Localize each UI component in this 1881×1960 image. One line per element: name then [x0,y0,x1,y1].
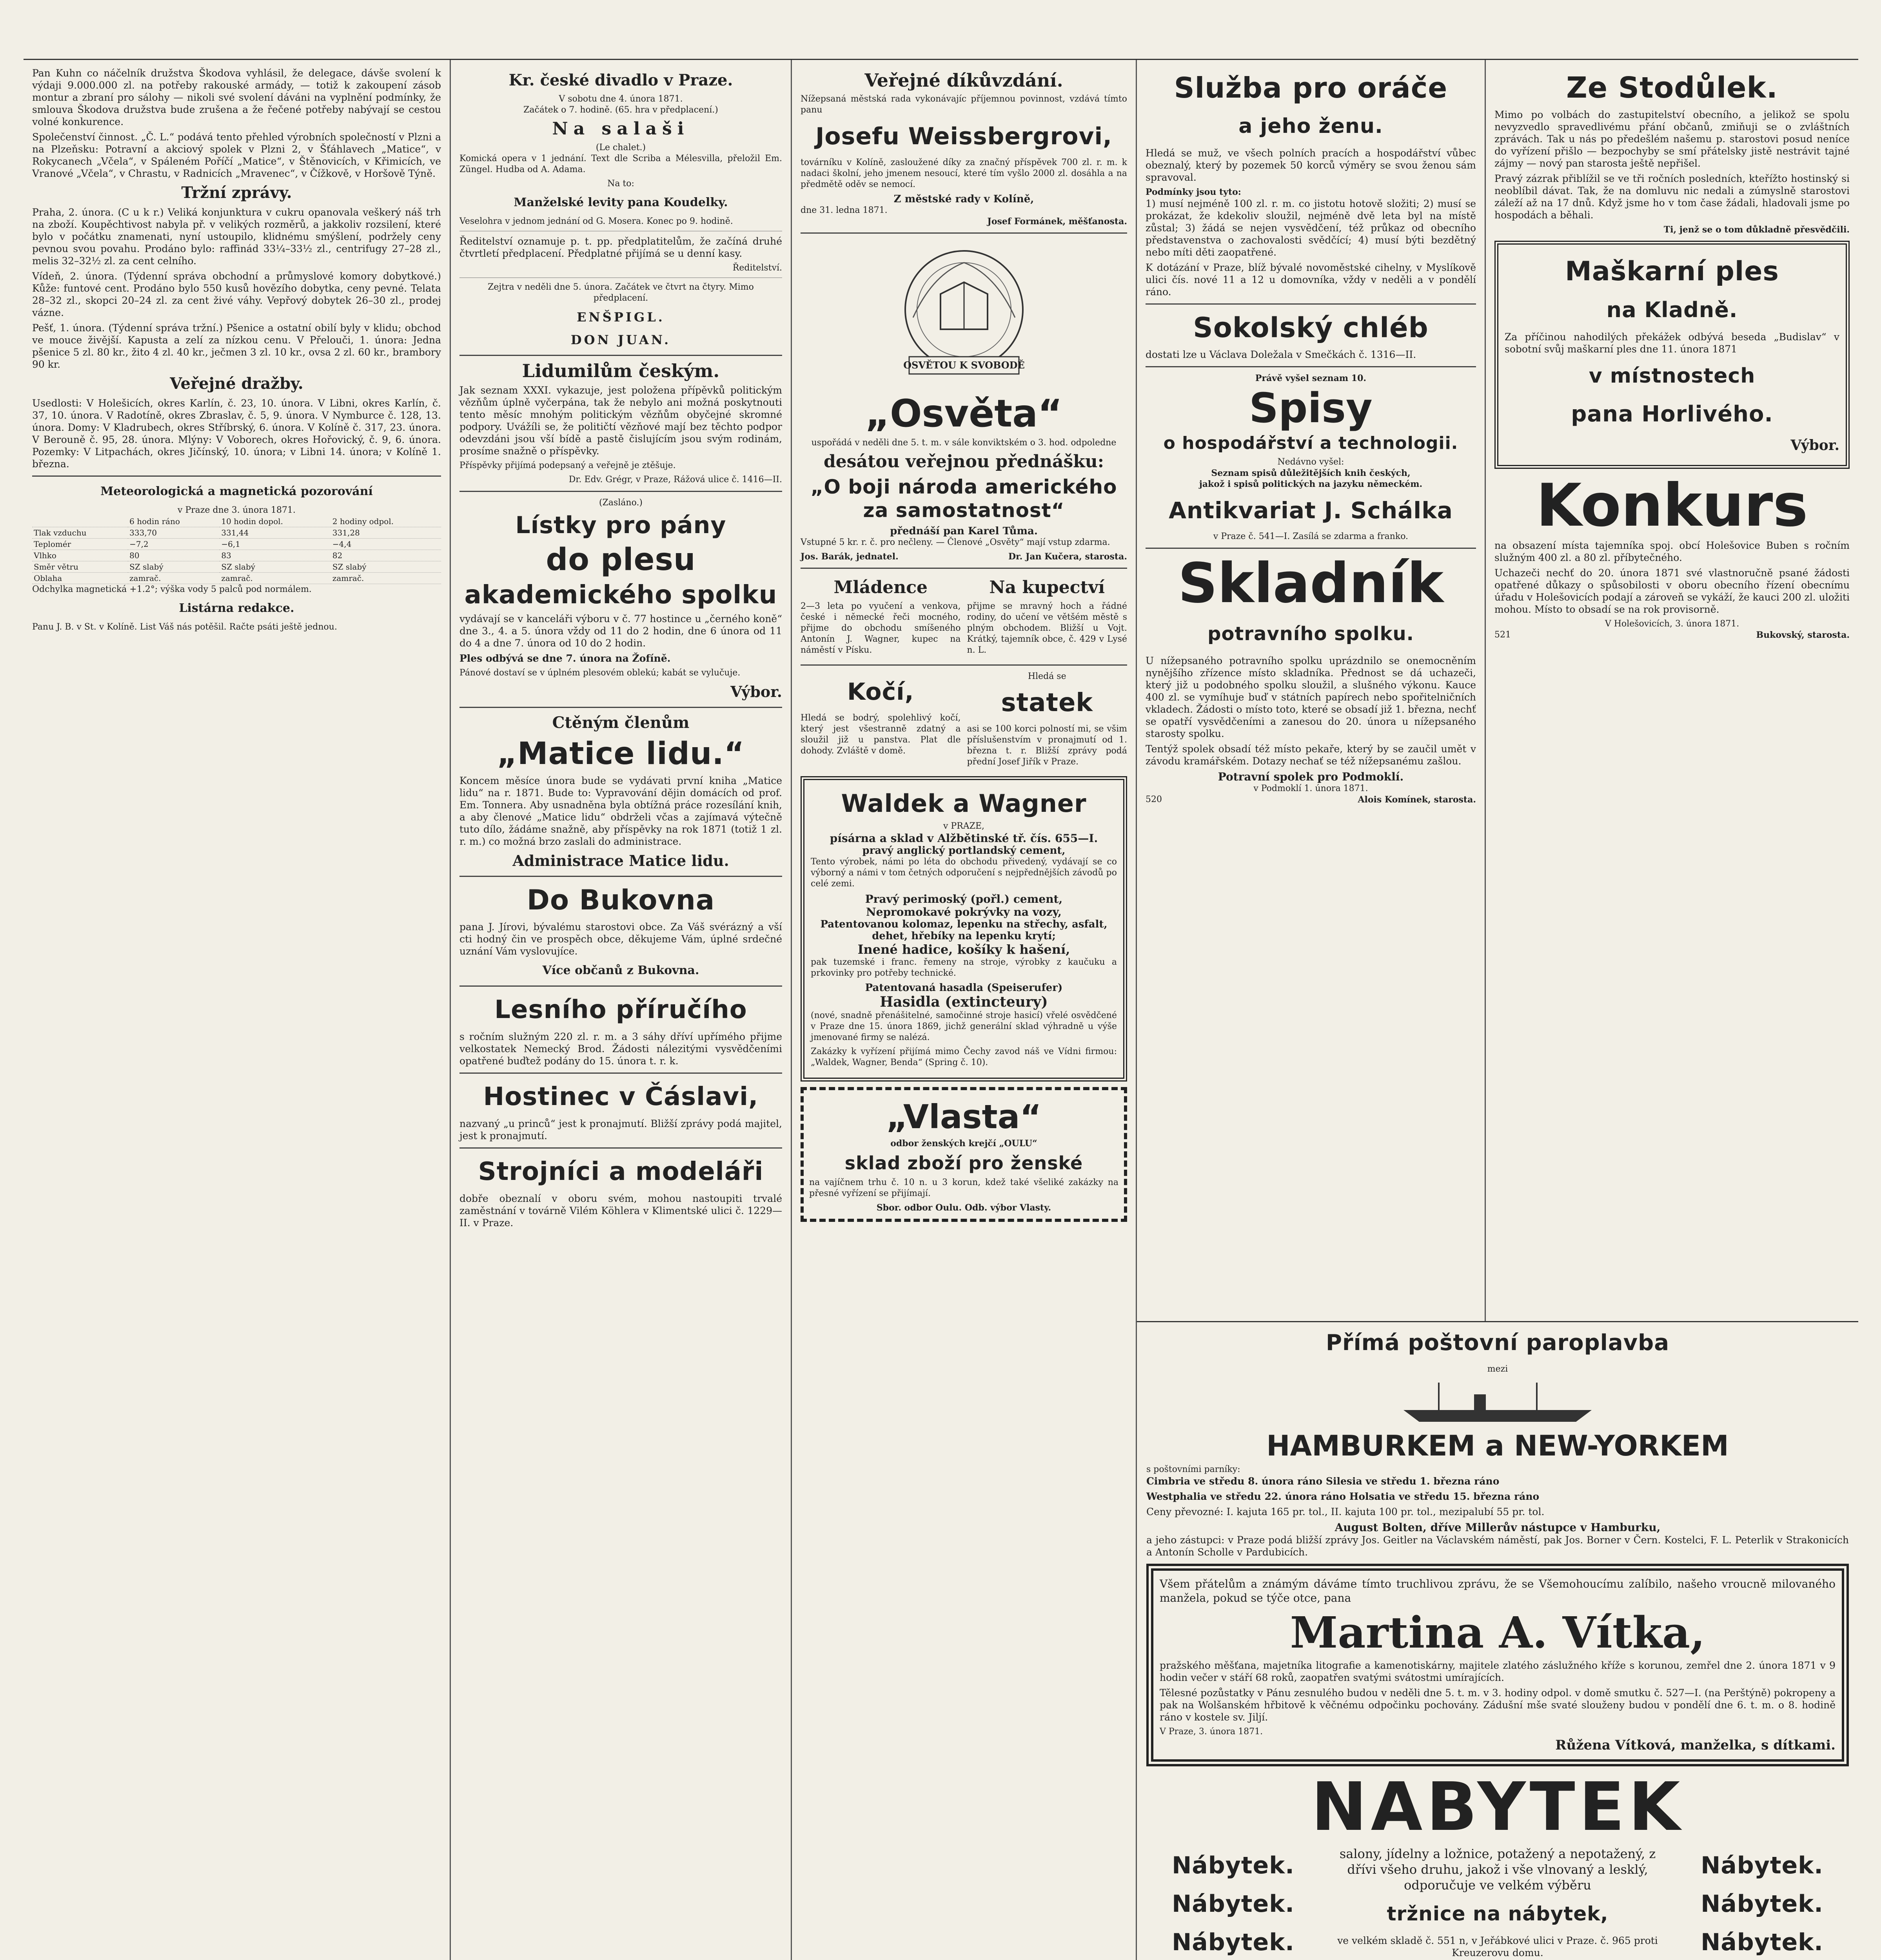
product-line: Patentovaná hasadla (Speiserufer) [865,982,1063,994]
meteo-cell: 333,70 [128,527,220,539]
divider [801,664,1127,666]
meteo-cell: 82 [331,550,441,561]
meteo-cell: −4,4 [331,539,441,550]
small-ads-row [801,574,1127,659]
play-subtitle: (Le chalet.) [596,143,646,152]
ball-title: Maškarní ples [1565,256,1779,287]
bukovna-heading: Do Bukovna [527,884,715,916]
divider [459,1073,782,1074]
conditions-text: 1) musí nejméně 100 zl. r. m. co jistotu hotově složiti; 2) musí se prokázat, že kdekoliv sloužil, nejméně dvě leta byl na místě zůstal; 3) žádá se nejen vysvědčení, též průkaz od obecního představenstva o zachovalosti svědčící; 4) musí býti bezdětný nebo míti děti zaopatřené. [1146,198,1476,258]
sailing-line: Cimbria ve středu 8. února ráno Silesia ve středu 1. března ráno [1146,1475,1500,1487]
column-ads-1 [792,60,1137,1960]
furniture-text: salony, jídelny a ložnice, potažený a nepotažený, z dřívi všeho druhu, jakož i vše vlnovaný a lesklý, odporučuje ve velkém výběru [1339,1846,1656,1893]
meteo-cell: SZ slabý [220,561,330,573]
obituary-text: Tělesné pozůstatky v Pánu zesnulého budou v neděli dne 5. t. m. v 3. hodiny odpol. v domě smutku č. 527—I. (na Perštýně) pokropeny a pak na Wolšanském hřbitově k věčnému odpočinku pochovány. Zádušní mše svaté slouženy budou v pondělí dne 6. t. m. o 8. hodině ráno v kostele sv. Jiljí. [1160,1687,1836,1723]
bread-heading: Sokolský chléb [1193,312,1429,344]
conditions-heading: Podmínky jsou tyto: [1146,187,1241,197]
appeal-text: Jak seznam XXXI. vykazuje, jest položena přípěvků politickým vězňům úplně vyčerpána, tak že nebylo ani možná poskytnouti tento měsíc mnohým politickým vězňům obyčejné skromné podpory. Uvážíli se, že političtí vězňové mají bez těchto podpor odevzdáni jsou vší bídě a pastě čislujícím jsou svým rodinám, prosíme snažně o příspěvky. [459,385,782,457]
furniture-left [1146,1845,1320,1960]
appeal-note: Příspěvky přijímá podepsaný a veřejně je ztěšuje. [459,461,676,470]
weissberger-name: Josefu Weissbergrovi, [815,123,1112,150]
furniture-right [1675,1845,1849,1960]
konkurs-place: V Holešovicích, 3. února 1871. [1605,619,1739,629]
ball-heading: akademického spolku [464,581,777,610]
product-line: pravý anglický portlandský cement, [862,845,1066,857]
meteo-cell: SZ slabý [331,561,441,573]
furniture-center [1324,1846,1671,1960]
meteo-cell: 6 hodin ráno [128,516,220,527]
vlasta-ad [801,1087,1127,1222]
stodulky-heading: Ze Stodůlek. [1566,71,1778,105]
meteo-cell: −6,1 [220,539,330,550]
books-heading: Spisy [1249,384,1373,432]
furniture-label: Nábytek. [1172,1929,1295,1956]
meteo-cell: Teplomér [32,539,128,550]
ad-text: přijme se mravný hoch a řádné rodiny, do učení ve většém městě s plným obchodem. Bližší u Vojt. Krátký, tajemník obce, č. 429 v Lysé n. L. [967,601,1127,655]
column-news [24,60,451,1960]
deceased-name: Martina A. Vítka, [1290,1607,1705,1658]
company-name: Waldek a Wagner [841,789,1087,818]
meteo-subheading: v Praze dne 3. února 1871. [178,505,296,515]
thanks-text: Nížepsaná městská rada vykonávajíc příjemnou povinnost, vzdává tímto panu [801,94,1127,115]
meteo-note: Odchylka magnetická +1.2°; výška vody 5 palců pod normálem. [32,584,312,594]
matice-sign: Administrace Matice lidu. [512,852,729,869]
lecture-author: přednáší pan Karel Tůma. [890,525,1038,537]
route-title: HAMBURKEM a NEW-YORKEM [1266,1429,1729,1462]
council-date: dne 31. ledna 1871. [801,205,888,215]
furniture-label: Nábytek. [1701,1890,1823,1918]
vlasta-text: na vajíčnem trhu č. 10 n. u 3 korun, kdež také všeliké zakázky na přesné vyřízení se přijímají. [809,1178,1118,1198]
recent-label: Nedávno vyšel: [1277,457,1344,467]
second-play-desc: Veselohra v jednom jednání od G. Mosera. Konec po 9. hodině. [459,216,733,226]
antiquariat-address: v Praze č. 541—I. Zasílá se zdarma a franko. [1213,532,1409,541]
ad-heading: Kočí, [847,678,914,706]
fares-text: Ceny převozné: I. kajuta 165 pr. tol., II. kajuta 100 pr. tol., mezipalubí 55 pr. tol. [1146,1506,1545,1517]
inquiry-text: K dotázání v Praze, blíž bývalé novoměstské cihelny, v Myslíkově ulici čís. nové 11 a 12 u domovníka, vždy v neděli a v pondělí ráno. [1146,262,1476,298]
section-heading: Tržní zprávy. [181,183,292,202]
vlasta-title: „Vlasta“ [886,1098,1042,1136]
ploughman-subheading: a jeho ženu. [1238,114,1383,138]
sign-row [1146,794,1476,805]
emblem-motto: OSVĚTOU K SVOBODĚ [903,359,1025,371]
meteo-heading: Meteorologická a magnetická pozorování [100,485,373,498]
meteo-row [32,561,441,573]
mayor-sign: Josef Formánek, měšťanosta. [987,216,1127,227]
furniture-label: Nábytek. [1701,1929,1823,1956]
forester-heading: Lesního příručího [494,995,747,1024]
agent-name: August Bolten, dříve Millerův nástupce v Hamburku, [1334,1521,1661,1534]
shipping-sub: s poštovními parníky: [1146,1465,1240,1474]
meteo-cell: 331,44 [220,527,330,539]
meteo-cell: zamrač. [220,573,330,584]
director-sign: Ředitelství. [732,263,782,273]
divider [459,985,782,987]
ball-heading: Lístky pro pány [515,512,726,539]
meteo-row [32,573,441,584]
vlasta-sign: Sbor. odbor Oulu. Odb. výbor Vlasty. [876,1203,1051,1213]
product-line: Hasidla (extincteury) [880,994,1048,1010]
ball-place: na Kladně. [1606,298,1738,322]
meteo-cell: 83 [220,550,330,561]
play-title: Na salaši [552,119,690,139]
meteo-cell: Tlak vzduchu [32,527,128,539]
signatures [801,551,1127,562]
meteo-cell: 331,28 [331,527,441,539]
bread-text: dostati lze u Václava Doležala v Smečkách č. 1316—II. [1146,349,1416,360]
ball-text: Za příčinou nahodilých překážek odbývá beseda „Budislav“ v sobotní svůj maškarní ples dne 11. února 1871 [1505,331,1839,355]
product-line: Patentovanou kolomaz, lepenku na střechy, asfalt, dehet, hřebíky na lepenku krytí; [820,918,1108,942]
storekeeper-subheading: potravního spolku. [1207,623,1414,645]
ploughman-text: Hledá se muž, ve všech polních pracích a hospodářství vůbec obeznalý, který by pozemek 50 korců výměry se svou ženou sám spravoval. [1146,147,1476,183]
furniture-label: Nábytek. [1172,1852,1295,1879]
stodulky-text: Pravý zázrak přiblížil se ve tři ročních posledních, kteřížto hostinský si neoblíbil dávat. Tak, že na domluvu nic nedali a zúmyslně starostovi záleží až na 17 dnů. Když jsme ho v tom čase žádali, hladovali jsme po hospodách a běhali. [1494,173,1850,221]
osveta-title: „Osvěta“ [865,392,1063,436]
meteo-cell: zamrač. [331,573,441,584]
meteo-cell: Oblaha [32,573,128,584]
second-play-title: Manželské levity pana Koudelky. [514,196,728,209]
play-title: ENŠPIGL. [577,310,665,325]
ball-heading: do plesu [546,542,696,577]
ball-sign: Výbor. [1790,437,1839,454]
lower-wide-block [1137,1321,1858,1960]
ship-hull [1403,1410,1592,1422]
furniture-heading: NABYTEK [1311,1768,1684,1846]
meteo-cell [32,516,128,527]
divider [459,355,782,356]
thanks-detail: továrníku v Kolíně, zasloužené díky za značný příspěvek 700 zl. r. m. k nadaci školní, jeho jmenem nesoucí, které tím vyšlo 2000 zl. dosáhla a na předmětě oděv se nemocí. [801,158,1127,189]
catalog-line: jakož i spisů politických na jazyku německém. [1199,479,1423,489]
divider [459,707,782,708]
society-name: Potravní spolek pro Podmoklí. [1218,770,1404,783]
product-line: Nepromokavé pokrývky na vozy, [866,906,1062,918]
director-notice: Ředitelství oznamuje p. t. pp. předplatitelům, že začíná druhé čtvrtletí předplacení. Předplatné přijímá se u denní kasy. [459,236,782,259]
furniture-ad [1146,1845,1849,1960]
market-address: ve velkém skladě č. 551 n, v Jeřábkové ulici v Praze. č. 965 proti Kreuzerovu domu. [1337,1935,1658,1958]
ad-heading: Na kupectví [989,577,1105,597]
ball-text: vydávají se v kanceláři výboru v č. 77 hostince u „černého koně“ dne 3., 4. a 5. února vždy od 11 do 2 hodin, dne 6 února od 11 do 4 a dne 7. února od 10 do 2 hodin. [459,613,782,649]
bukovna-sign: Více občanů z Bukovna. [542,964,699,977]
meteo-header-row [32,516,441,527]
meteo-cell: SZ slabý [128,561,220,573]
ball-date: Ples odbývá se dne 7. února na Žofíně. [459,653,671,664]
catalog-line: Seznam spisů důležitějších knih českých, [1211,468,1411,478]
machinist-text: dobře obeznalí v oboru svém, mohou nastoupiti trvalé zaměstnání v továrně Vilém Köhlera v Klimentské ulici č. 1229—II. v Praze. [459,1193,782,1229]
divider [1146,366,1476,367]
divider [459,1147,782,1149]
council-name: Z městské rady v Kolíně, [893,193,1034,205]
orders-text: Zakázky k vyřízení přijímá mimo Čechy zavod náš ve Vídni firmou: „Waldek, Wagner, Benda“ (Spring č. 10). [811,1047,1117,1067]
market-report: Vídeň, 2. února. (Týdenní správa obchodní a průmyslové komory dobytkové.) Kůže: funtové cent. Prodáno bylo 550 kusů hovězího dobytka, ceny pevné. Telata 28–32 zl., skopci 20–24 zl. za cent živé váhy. Vepřový dobytek 26–30 zl., prodej vázne. [32,270,441,318]
company-address: písárna a sklad v Alžbětinské tř. čís. 655—I. [830,832,1098,845]
books-subheading: o hospodářství a technologii. [1163,433,1458,453]
storekeeper-text: Tentýž spolek obsadí též místo pekaře, který by se zaučil umět v závodu kramářském. Dotazy nechať se též nížepsanému zašlou. [1146,743,1476,767]
osveta-text: uspořádá v neděli dne 5. t. m. v sále konviktském o 3. hod. odpoledne [811,438,1117,448]
obituary-intro: Všem přátelům a známým dáváme tímto truchlivou zprávu, že se Všemohoucímu zalíbilo, našeho vroucně milovaného manžela, pokud se týče otce, pana [1160,1577,1836,1604]
furniture-label: Nábytek. [1701,1852,1823,1879]
section-heading: Listárna redakce. [179,601,294,615]
company-city: v PRAZE, [943,821,984,831]
product-text: Tento výrobek, námi po léta do obchodu přivedený, vydávají se co výborný a námi v tom četných odporučení s nejpřednějších závodů po celé zemi. [811,857,1117,889]
obituary-text: pražského měšťana, majetníka litografie a kamenotiskárny, majitele zlatého záslužného kříže s korunou, zemřel dne 2. února 1871 v 9 hodin večer v stáří 68 roků, zaopatřen svatými svátostmi umírajících. [1160,1660,1836,1683]
meteo-cell: 2 hodiny odpol. [331,516,441,527]
meteo-row [32,550,441,561]
play-title: DON JUAN. [570,332,671,347]
zaslano-label: (Zasláno.) [599,498,643,508]
thanks-heading: Veřejné díkůvzdání. [864,70,1063,91]
meteo-row [32,527,441,539]
shipping-between: mezi [1487,1364,1508,1374]
sailing-line: Westphalia ve středu 22. února ráno Holsatia ve středu 15. března ráno [1146,1491,1540,1502]
sunday-notice: Zejtra v neděli dne 5. února. Začátek ve čtvrt na čtyry. Mimo předplacení. [488,282,754,303]
divider [801,232,1127,234]
meteo-cell: zamrač. [128,573,220,584]
divider [32,475,441,477]
matice-heading: Ctěným členům [552,713,690,732]
product-text: (nové, snadně přenášitelné, samočinné stroje hasicí) vřelé osvědčené v Praze dne 15. února 1869, jichž generální sklad výhradně u výše jmenované firmy se nalézá. [811,1011,1117,1042]
ad-number: 521 [1494,630,1511,640]
news-paragraph: Pan Kuhn co náčelník družstva Škodova vyhlásil, že delegace, dávše svolení k výdaji 9.000.000 zl. na potřeby rakouské armády, — totiž k zakoupení zásob montur a zbraní pro sálohy — nikoli své svolení dáváni na vyplnění podmínky, že smlouva Škodova družstva bude zrušena a že řečené potřeby nabývají se cestou volné konkurence. [32,67,441,127]
column-theatre [451,60,792,1960]
ad-text: asi se 100 korci polností mi, se všim příslušenstvím v pronajmutí od 1. března t. r. Bližší zprávy podá přední Josef Jiřík v Praze. [967,724,1127,767]
chairman-sign: Bukovský, starosta. [1756,630,1850,640]
appeal-sign: Dr. Edv. Grégr, v Praze, Rážová ulice č. 1416—II. [568,475,782,485]
meteo-cell: Směr větru [32,561,128,573]
meteo-row [32,539,441,550]
play-description: Komická opera v 1 jednání. Text dle Scriba a Mélesvilla, přeložil Em. Züngel. Hudba od A. Adama. [459,154,782,174]
ad-heading: Mládence [833,577,928,597]
masked-ball-ad [1494,241,1850,469]
theatre-heading: Kr. české divadlo v Praze. [508,71,733,89]
inn-text: nazvaný „u princů“ jest k pronajmutí. Bližší zprávy podá majitel, jest k pronajmutí. [459,1118,782,1142]
furniture-label: Nábytek. [1172,1890,1295,1918]
obituary [1146,1564,1849,1766]
small-ads-row [801,671,1127,771]
divider [1146,303,1476,305]
konkurs-heading: Konkurs [1536,472,1808,540]
inn-heading: Hostinec v Čáslavi, [483,1082,759,1111]
nato-label: Na to: [607,179,634,189]
catalog-line: Právě vyšel seznam 10. [1255,373,1367,383]
small-ad [967,671,1128,771]
antiquariat-name: Antikvariat J. Schálka [1169,497,1453,524]
entry-fee: Vstupné 5 kr. r. č. pro nečleny. — Členové „Osvěty“ mají vstup zdarma. [801,537,1110,547]
konkurs-text: na obsazení místa tajemníka spoj. obcí Holešovice Buben s ročním služným 400 zl. a 80 zl. příbytečného. [1494,540,1850,563]
editor-note: Panu J. B. v St. v Kolíně. List Váš nás potěšil. Račte psáti ještě jednou. [32,622,337,632]
market-report: Pešť, 1. února. (Týdenní správa tržní.) Pšenice a ostatní obilí byly v klidu; obchod ve mouce živější. Kapusta a zelí za nízkou cenu. V Přelouči, 1. února: Jedna pšenice 5 zl. 80 kr., žito 4 zl. 40 kr., ječmen 3 zl. 10 kr., ovsa 2 zl. 60 kr., brambory 90 kr. [32,322,441,370]
matice-title: „Matice lidu.“ [497,736,745,771]
widow-sign: Růžena Vítková, manželka, s dítkami. [1555,1737,1836,1753]
chairman-sign: Dr. Jan Kučera, starosta. [1008,552,1127,562]
ball-dress: Pánové dostaví se v úplném plesovém oblekú; kabát se vylučuje. [459,668,741,678]
osveta-emblem [890,239,1039,388]
vlasta-shop: sklad zboží pro ženské [844,1152,1083,1174]
ad-text: 2—3 leta po vyučení a venkova, české i německé řeči mocného, přijme do obchodu smíšeného Antonín J. Wagner, kupec na náměstí v Písku. [801,601,961,655]
divider [1146,548,1476,549]
divider [801,568,1127,569]
small-ad [801,671,961,771]
committee-sign: Výbor. [730,683,782,701]
storekeeper-text: U nížepsaného potravního spolku uprázdnilo se onemocněním nynějšího zřízence místo skladníka. Přednost se dá uchazeči, který již u podobného spolku sloužil, a slušného výkonu. Kauce 400 zl. se vymíhuje buď v státních papírech nebo spořitelničních vkladech. Žádosti o místo toto, které se obsadí již 1. března, nechť se opatří vysvědčeními a zanesou do 20. února u nížepsaného starosty spolku. [1146,655,1476,739]
bukovna-text: pana J. Jírovi, bývalému starostovi obce. Za Váš svérázný a vší cti hodný čin ve prospěch obce, děkujeme Vám, úplné srdečné uznání Vám vyslovujíce. [459,921,782,957]
konkurs-text: Uchazeči nechť do 20. února 1871 své vlastnoručně psané žádosti opatřené důkazy o spůsobilosti v oboru obecního řízení obecnímu úřadu v Holešovicích podají a zároveň se vykáží, že kauci 200 zl. uložiti mohou. Místo to obsadí se na rok provisorně. [1494,567,1850,615]
ad-text: Hledá se bodrý, spolehlivý kočí, který jest všestranně zdatný a sloužil již u panstva. Plat dle dohody. Zvláště v domě. [801,713,961,756]
news-paragraph: Společenství činnost. „Č. L.“ podává tento přehled výrobních společností v Plzni a na Plzeňsku: Potravní a akciový spolek v Plzni 2, v Šťáhlavech „Matice“, v Rokycanech „Včela“, v Spáleném Poříčí „Matice“, v Štěnovicích, v Křimicích, ve Vranové „Včela“, v Chrastu, v Radnicích „Mravenec“, v Čížkově, v Horšově Týně. [32,131,441,179]
lecture-count: desátou veřejnou přednášku: [823,452,1104,472]
steamship-icon [1396,1379,1600,1426]
divider [459,876,782,877]
lecture-title: „O boji národa amerického za samostatnost“ [810,475,1117,522]
divider [459,491,782,492]
theatre-date: V sobotu dne 4. února 1871. [559,94,683,104]
theatre-time: Začátek o 7. hodině. (65. hra v předplacení.) [523,105,718,115]
shipping-heading: Přímá poštovní paroplavba [1325,1330,1670,1356]
product-text: pak tuzemské i franc. řemeny na stroje, výrobky z kaučuku a prkovinky pro potřeby technické. [811,957,1117,978]
forester-text: s ročním služným 220 zl. r. m. a 3 sáhy dříví upřímého přijme velkostatek Nemecký Brod. Žádosti nálezitými vysvědčeními opatřené buďtež podány do 15. února t. r. k. [459,1031,782,1067]
section-heading: Veřejné dražby. [170,374,303,393]
market-name: tržnice na nábytek, [1387,1902,1609,1925]
matice-text: Koncem měsíce února bude se vydávati první kniha „Matice lidu“ na r. 1871. Bude to: Vypravování dějin domácích od prof. Em. Tonnera. Aby usnadněna byla obtížná práce rozesílání knih, a aby členové „Matice lidu“ obdrželi včas a zajímavá výtečně tuto dílo, žádáme snažně, aby příspěvky na rok 1871 (totiž 1 zl. r. m.) co možná brzo zaslali do administrace. [459,775,782,847]
ploughman-heading: Služba pro oráče [1174,71,1448,104]
ad-subheading: Hledá se [1028,671,1066,681]
machinist-heading: Strojníci a modeláři [478,1157,764,1186]
product-line: Inené hadice, košíky k hašení, [857,942,1070,957]
stodulky-sign: Ti, jenž se o tom důkladně přesvědčili. [1663,225,1850,235]
chairman-sign: Alois Komínek, starosta. [1358,795,1476,805]
small-ad [967,574,1128,659]
auction-list: Usedlosti: V Holešicích, okres Karlín, č. 23, 10. února. V Libni, okres Karlín, č. 37, 10. února. V Radotíně, okres Zbraslav, č. 5, 9. února. V Nymburce č. 128, 13. února. Domy: V Kladrubech, okres Stříbrský, 6. února. V Kolíně č. 317, 23. února. V Berouně č. 95, 28. února. Mlýny: V Voborech, okres Hořovický, č. 9, 6. února. Pozemky: V Litpachách, okres Jičínský, 10. února; v Libni 14. února; v Kolíně 1. března. [32,397,441,470]
product-line: Pravý perimoský (pořl.) cement, [865,893,1063,906]
meteo-cell: 10 hodin dopol. [220,516,330,527]
waldek-wagner-ad [801,776,1127,1082]
stodulky-text: Mimo po volbách do zastupitelství obecního, a jelikož se spolu nevyzvedlo spravedlivému přání občanů, zmiňuji se o zvláštních zprávách. Tak u nás po předešlém našemu p. starostovi posud neníce do vyřízení přišlo — bezpochyby se smí přátelsky jistě nestrávit tajné zájmy — nový pan starosta ještě nepřišel. [1494,109,1850,169]
ball-venue: pana Horlivého. [1571,401,1773,427]
agents-text: a jeho zástupci: v Praze podá bližší zprávy Jos. Geitler na Václavském náměstí, pak Jos. Borner v Čern. Kostelci, F. L. Peterlik v Strakonicích a Antonín Scholle v Pardubicích. [1146,1534,1849,1558]
ad-number: 520 [1146,795,1162,804]
obituary-place: V Praze, 3. února 1871. [1160,1727,1263,1737]
meteo-table [32,516,441,584]
ball-venue: v místnostech [1589,364,1756,388]
meteo-cell: −7,2 [128,539,220,550]
storekeeper-heading: Skladník [1178,552,1444,615]
meteo-cell: 80 [128,550,220,561]
small-ad [801,574,961,659]
ad-heading: statek [1001,688,1093,717]
secretary-sign: Jos. Barák, jednatel. [801,552,899,562]
ship-funnel [1474,1394,1486,1410]
appeal-heading: Lidumilům českým. [522,360,720,381]
society-date: v Podmoklí 1. února 1871. [1253,784,1368,793]
meteo-cell: Vlhko [32,550,128,561]
vlasta-subtitle: odbor ženských krejčí „OULU“ [890,1138,1037,1149]
sign-row [1494,630,1850,641]
market-report: Praha, 2. února. (C u k r.) Veliká konjunktura v cukru opanovala veškerý náš trh na zboží. Koupěchtivost nabyla př. v velikých rozměrů, a jakkoliv rozsilení, které bylo v počátku znamenati, nyní ustoupilo, klidnému smýšlení, podržely ceny pevnou svou povahu. Prodáno bylo: raffinád 33¼–33½ zl., centrifugy 27–28 zl., melis 32–32½ zl. za cent celního. [32,207,441,267]
